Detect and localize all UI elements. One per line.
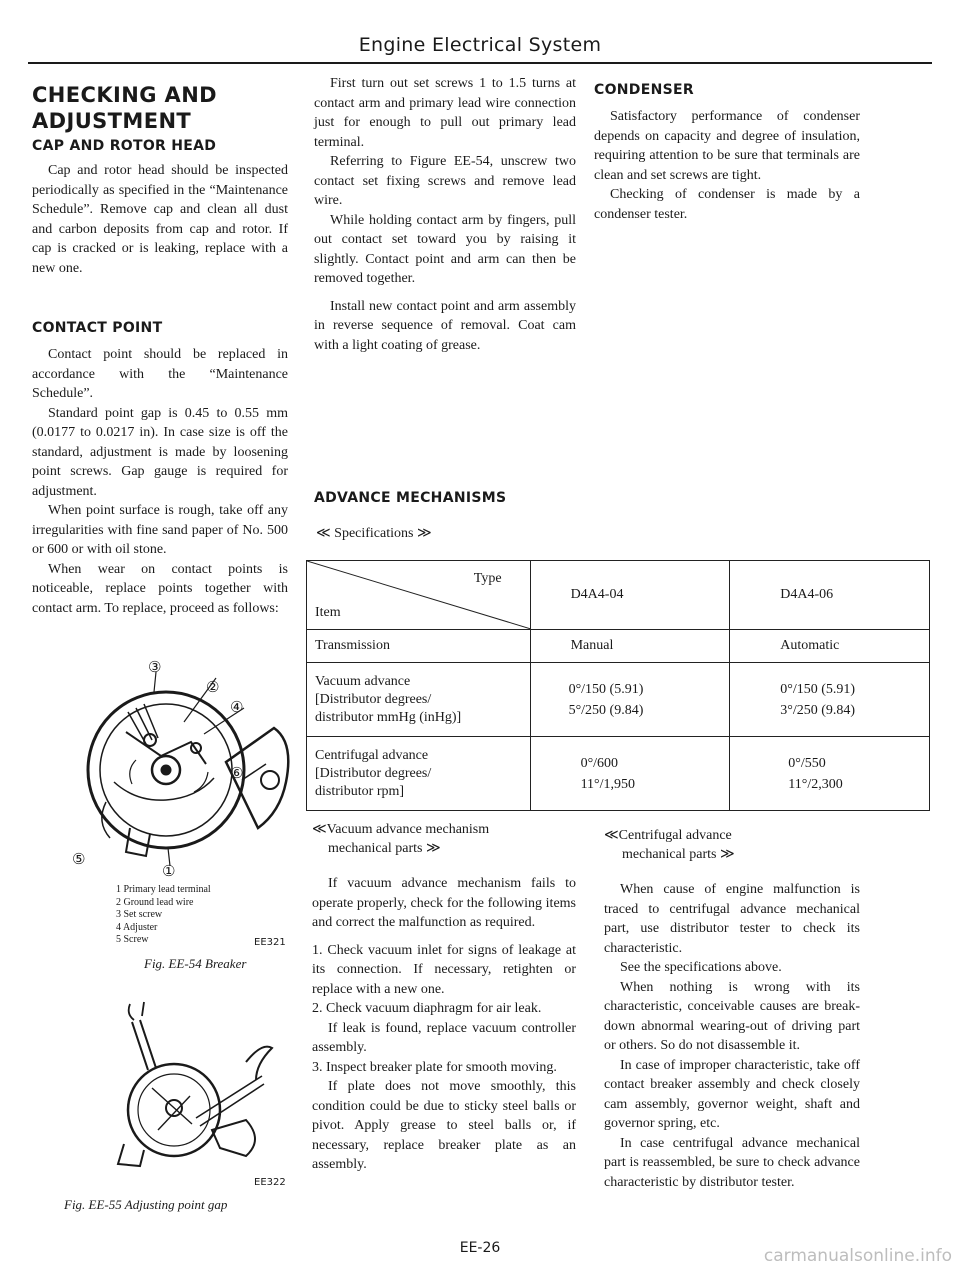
fig54-callout-5: ⑤ <box>72 850 86 868</box>
cell-value: 0°/150 (5.91) <box>780 681 856 697</box>
centrifugal-p4: In case of improper characteristic, take off contact breaker assembly and check closely cam assembly, governor weight, shaft and governor spring, etc. <box>604 1057 860 1131</box>
row-label-line: distributor mmHg (inHg)] <box>315 709 462 725</box>
row-label-line: Vacuum advance <box>315 673 411 689</box>
fig54-legend-item: 2 Ground lead wire <box>116 896 194 908</box>
section-condenser <box>594 82 860 224</box>
vacuum-step-3-detail: If plate does not move smoothly, this condition could be due to sticky steel balls or pivot. Apply grease to steel balls or, if necessary, replace breaker plate as an assembly. <box>312 1079 576 1172</box>
centrifugal-heading-line1: ≪Centrifugal advance <box>604 828 732 843</box>
section-cap-rotor <box>32 138 288 278</box>
header-rule <box>28 62 932 64</box>
table-row <box>307 737 930 811</box>
type-label: Type <box>473 571 502 586</box>
col-header-d4a4-04: D4A4-04 <box>530 561 730 630</box>
centrifugal-heading-line2: mechanical parts ≫ <box>622 847 735 862</box>
contact-p2: Standard point gap is 0.45 to 0.55 mm (0.0177 to 0.0217 in). In case size is off the standard, adjustment is made by loosening point screws. Gap gauge is required for adjustment. <box>32 405 288 499</box>
cap-rotor-text: Cap and rotor head should be inspected periodically as specified in the “Maintenance Schedule”. Remove cap and clean all dust and carbon deposits from cap and rotor. If cap is cracked or is leaking, replace with a new one. <box>32 163 288 276</box>
fig54-caption: Fig. EE-54 Breaker <box>144 956 247 971</box>
row-label-line: distributor rpm] <box>315 783 405 799</box>
checking-title-line1: CHECKING AND <box>32 83 218 107</box>
row-label-line: [Distributor degrees/ <box>315 765 432 781</box>
table-header-row <box>307 561 930 630</box>
centrifugal-p5: In case centrifugal advance mechanical part is reassembled, be sure to check advance characteristic by distributor tester. <box>604 1135 860 1190</box>
vacuum-heading-line2: mechanical parts ≫ <box>328 841 441 856</box>
fig54-callout-4: ④ <box>230 698 244 716</box>
figure-ee54-breaker-illustration <box>66 652 296 880</box>
vacuum-step-1: 1. Check vacuum inlet for signs of leakage at its connection. If necessary, retighten or replace with a new one. <box>312 942 576 997</box>
cell-value: 3°/250 (9.84) <box>780 702 856 718</box>
vacuum-heading-line1: ≪Vacuum advance mechanism <box>312 822 490 837</box>
fig54-legend-item: 5 Screw <box>116 934 149 945</box>
centrifugal-p3: When nothing is wrong with its characteristic, conceivable causes are break-down abnormal wearing-out of driving part or others. So do not disassemble it. <box>604 979 860 1053</box>
section-contact-point <box>32 320 288 618</box>
page-header-title: Engine Electrical System <box>358 34 602 56</box>
cell-centrifugal-d4a4-04 <box>530 737 730 811</box>
row-label-line: Centrifugal advance <box>315 747 429 763</box>
cell-value: 11°/2,300 <box>788 776 843 792</box>
row-label-transmission: Transmission <box>307 630 531 663</box>
table-row <box>307 630 930 663</box>
vacuum-step-3: 3. Inspect breaker plate for smooth moving. <box>312 1059 557 1075</box>
fig54-callout-6: ⑥ <box>230 764 244 782</box>
middle-p2: Referring to Figure EE-54, unscrew two contact set fixing screws and remove lead wire. <box>314 154 576 208</box>
specifications-table <box>306 560 930 811</box>
contact-point-heading: CONTACT POINT <box>32 320 163 336</box>
middle-p3: While holding contact arm by fingers, pull out contact set toward you by raising it slightly. Contact point and arm can then be removed together. <box>314 212 576 286</box>
row-label-centrifugal-advance <box>307 737 531 811</box>
item-label: Item <box>315 605 341 620</box>
section-contact-replacement <box>314 74 576 355</box>
col-header-d4a4-06: D4A4-06 <box>730 561 930 630</box>
centrifugal-p2: See the specifications above. <box>620 960 782 975</box>
middle-p1: First turn out set screws 1 to 1.5 turns at contact arm and primary lead wire connection just for enough to pull out primary lead terminal. <box>314 76 576 150</box>
fig54-legend-item: 4 Adjuster <box>116 921 158 933</box>
section-centrifugal-advance <box>604 826 860 1192</box>
vacuum-step-2-detail: If leak is found, replace vacuum controller assembly. <box>312 1020 576 1055</box>
cell-vacuum-d4a4-04 <box>530 663 730 737</box>
fig54-callout-2: ② <box>206 678 220 696</box>
table-corner-cell <box>307 561 531 630</box>
fig55-caption: Fig. EE-55 Adjusting point gap <box>64 1197 228 1212</box>
contact-p1: Contact point should be replaced in accordance with the “Maintenance Schedule”. <box>32 347 288 401</box>
section-checking <box>32 82 288 134</box>
vacuum-intro: If vacuum advance mechanism fails to operate properly, check for the following items and correct the malfunction as required. <box>312 876 576 930</box>
advance-heading: ADVANCE MECHANISMS <box>314 490 507 506</box>
cell-value: 0°/150 (5.91) <box>568 681 644 697</box>
cell-value: 0°/550 <box>788 755 826 771</box>
site-watermark: carmanualsonline.info <box>763 1246 952 1266</box>
cell-centrifugal-d4a4-06 <box>730 737 930 811</box>
cell-manual: Manual <box>530 630 730 663</box>
fig54-code: EE321 <box>254 937 286 948</box>
section-vacuum-advance <box>312 820 576 1175</box>
fig54-callout-3: ③ <box>148 658 162 676</box>
page-number: EE-26 <box>459 1240 501 1256</box>
figure-ee55-adjusting-illustration <box>96 1000 286 1170</box>
middle-p4: Install new contact point and arm assembly in reverse sequence of removal. Coat cam with a light coating of grease. <box>314 298 576 353</box>
contact-p4: When wear on contact points is noticeable, replace points together with contact arm. To replace, proceed as follows: <box>32 561 288 616</box>
cell-value: 5°/250 (9.84) <box>568 702 644 718</box>
fig54-callout-1: ① <box>162 862 176 880</box>
cell-value: 11°/1,950 <box>580 776 636 792</box>
row-label-line: [Distributor degrees/ <box>315 691 432 707</box>
fig54-legend-item: 1 Primary lead terminal <box>116 884 211 895</box>
condenser-p2: Checking of condenser is made by a condenser tester. <box>594 187 860 222</box>
table-row <box>307 663 930 737</box>
centrifugal-p1: When cause of engine malfunction is traced to centrifugal advance mechanical part, use distributor tester to check its characteristic. <box>604 882 860 956</box>
cap-rotor-heading: CAP AND ROTOR HEAD <box>32 138 217 154</box>
condenser-p1: Satisfactory performance of condenser depends on capacity and degree of insulation, requiring attention to be sure that terminals are clean and set screws are tight. <box>594 109 860 183</box>
checking-title-line2: ADJUSTMENT <box>32 109 192 133</box>
fig55-code: EE322 <box>254 1177 286 1188</box>
vacuum-step-2: 2. Check vacuum diaphragm for air leak. <box>312 1001 542 1016</box>
specifications-label: ≪ Specifications ≫ <box>316 526 432 541</box>
fig54-legend-item: 3 Set screw <box>116 909 163 920</box>
cell-automatic: Automatic <box>730 630 930 663</box>
cell-value: 0°/600 <box>580 755 619 771</box>
row-label-vacuum-advance <box>307 663 531 737</box>
condenser-heading: CONDENSER <box>594 82 694 98</box>
contact-p3: When point surface is rough, take off any irregularities with fine sand paper of No. 500 or 600 or with oil stone. <box>32 503 288 557</box>
fig54-legend <box>116 884 211 947</box>
cell-vacuum-d4a4-06 <box>730 663 930 737</box>
